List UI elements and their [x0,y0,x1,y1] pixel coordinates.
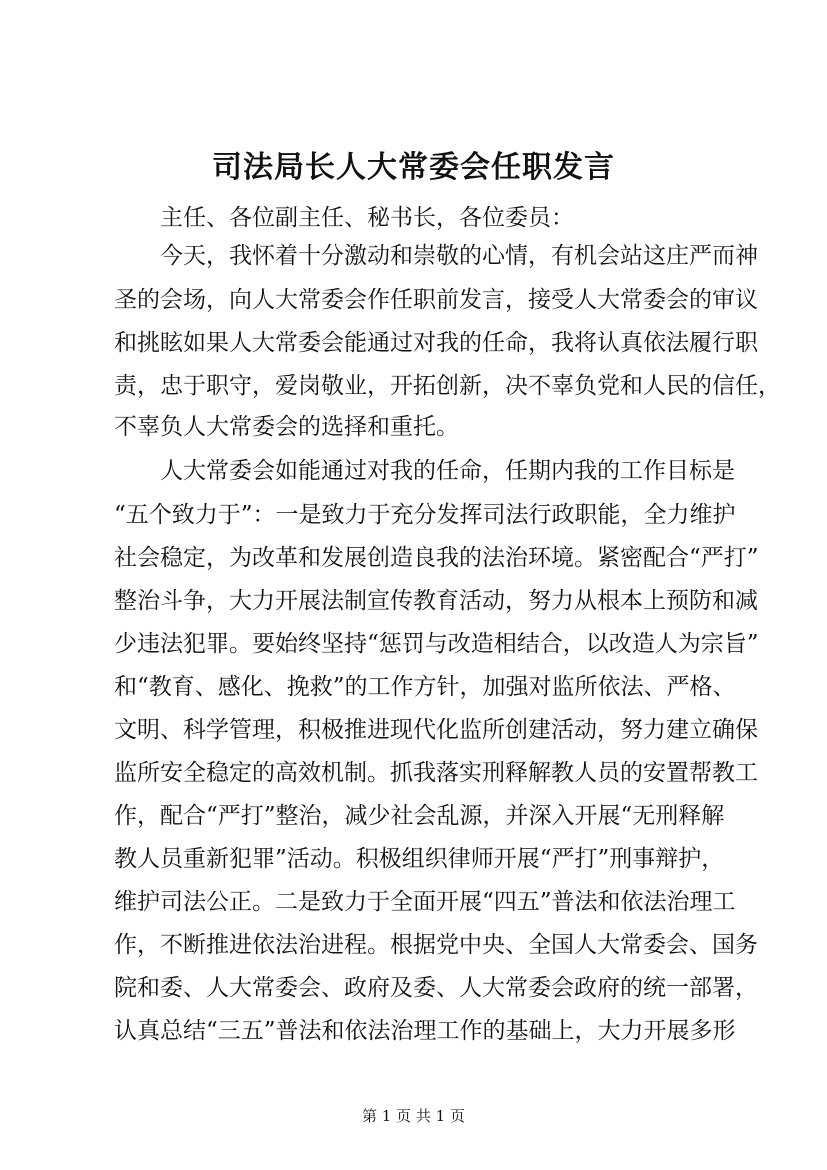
paragraph2-line-4: 整治斗争，大力开展法制宣传教育活动，努力从根本上预防和减 [114,588,758,614]
paragraph1-line-5: 不辜负人大常委会的选择和重托。 [114,414,459,440]
document-title: 司法局长人大常委会任职发言 [212,150,615,185]
paragraph2-line-7: 文明、科学管理，积极推进现代化监所创建活动，努力建立确保 [114,717,758,743]
paragraph1-line-1: 今天，我怀着十分激动和崇敬的心情，有机会站这庄严而神 [160,243,758,269]
paragraph2-line-14: 认真总结“三五”普法和依法治理工作的基础上，大力开展多形 [114,1018,736,1044]
paragraph2-line-11: 维护司法公正。二是致力于全面开展“四五”普法和依法治理工 [114,889,736,915]
paragraph2-line-13: 院和委、人大常委会、政府及委、人大常委会政府的统一部署， [114,975,758,1001]
paragraph2-line-3: 社会稳定，为改革和发展创造良我的法治环境。紧密配合“严打” [114,545,759,571]
paragraph1-line-2: 圣的会场，向人大常委会作任职前发言，接受人大常委会的审议 [114,287,758,313]
paragraph2-line-10: 教人员重新犯罪”活动。积极组织律师开展“严打”刑事辩护， [114,846,725,872]
salutation-line: 主任、各位副主任、秘书长，各位委员： [160,205,574,231]
paragraph2-line-9: 作，配合“严打”整治，减少社会乱源，并深入开展“无刑释解 [114,803,725,829]
paragraph2-line-2: “五个致力于”：一是致力于充分发挥司法行政职能，全力维护 [114,502,736,528]
paragraph1-line-4: 责，忠于职守，爱岗敬业，开拓创新，决不辜负党和人民的信任， [114,373,781,399]
paragraph2-line-5: 少违法犯罪。要始终坚持“惩罚与改造相结合，以改造人为宗旨” [114,631,759,657]
paragraph2-line-6: 和“教育、感化、挽救”的工作方针，加强对监所依法、严格、 [114,674,736,700]
paragraph2-line-8: 监所安全稳定的高效机制。抓我落实刑释解教人员的安置帮教工 [114,760,758,786]
page-number: 第 1 页 共 1 页 [362,1107,465,1125]
paragraph2-line-12: 作，不断推进依法治进程。根据党中央、全国人大常委会、国务 [114,932,758,958]
paragraph2-line-1: 人大常委会如能通过对我的任命，任期内我的工作目标是 [160,458,735,484]
paragraph1-line-3: 和挑眩如果人大常委会能通过对我的任命，我将认真依法履行职 [114,330,758,356]
